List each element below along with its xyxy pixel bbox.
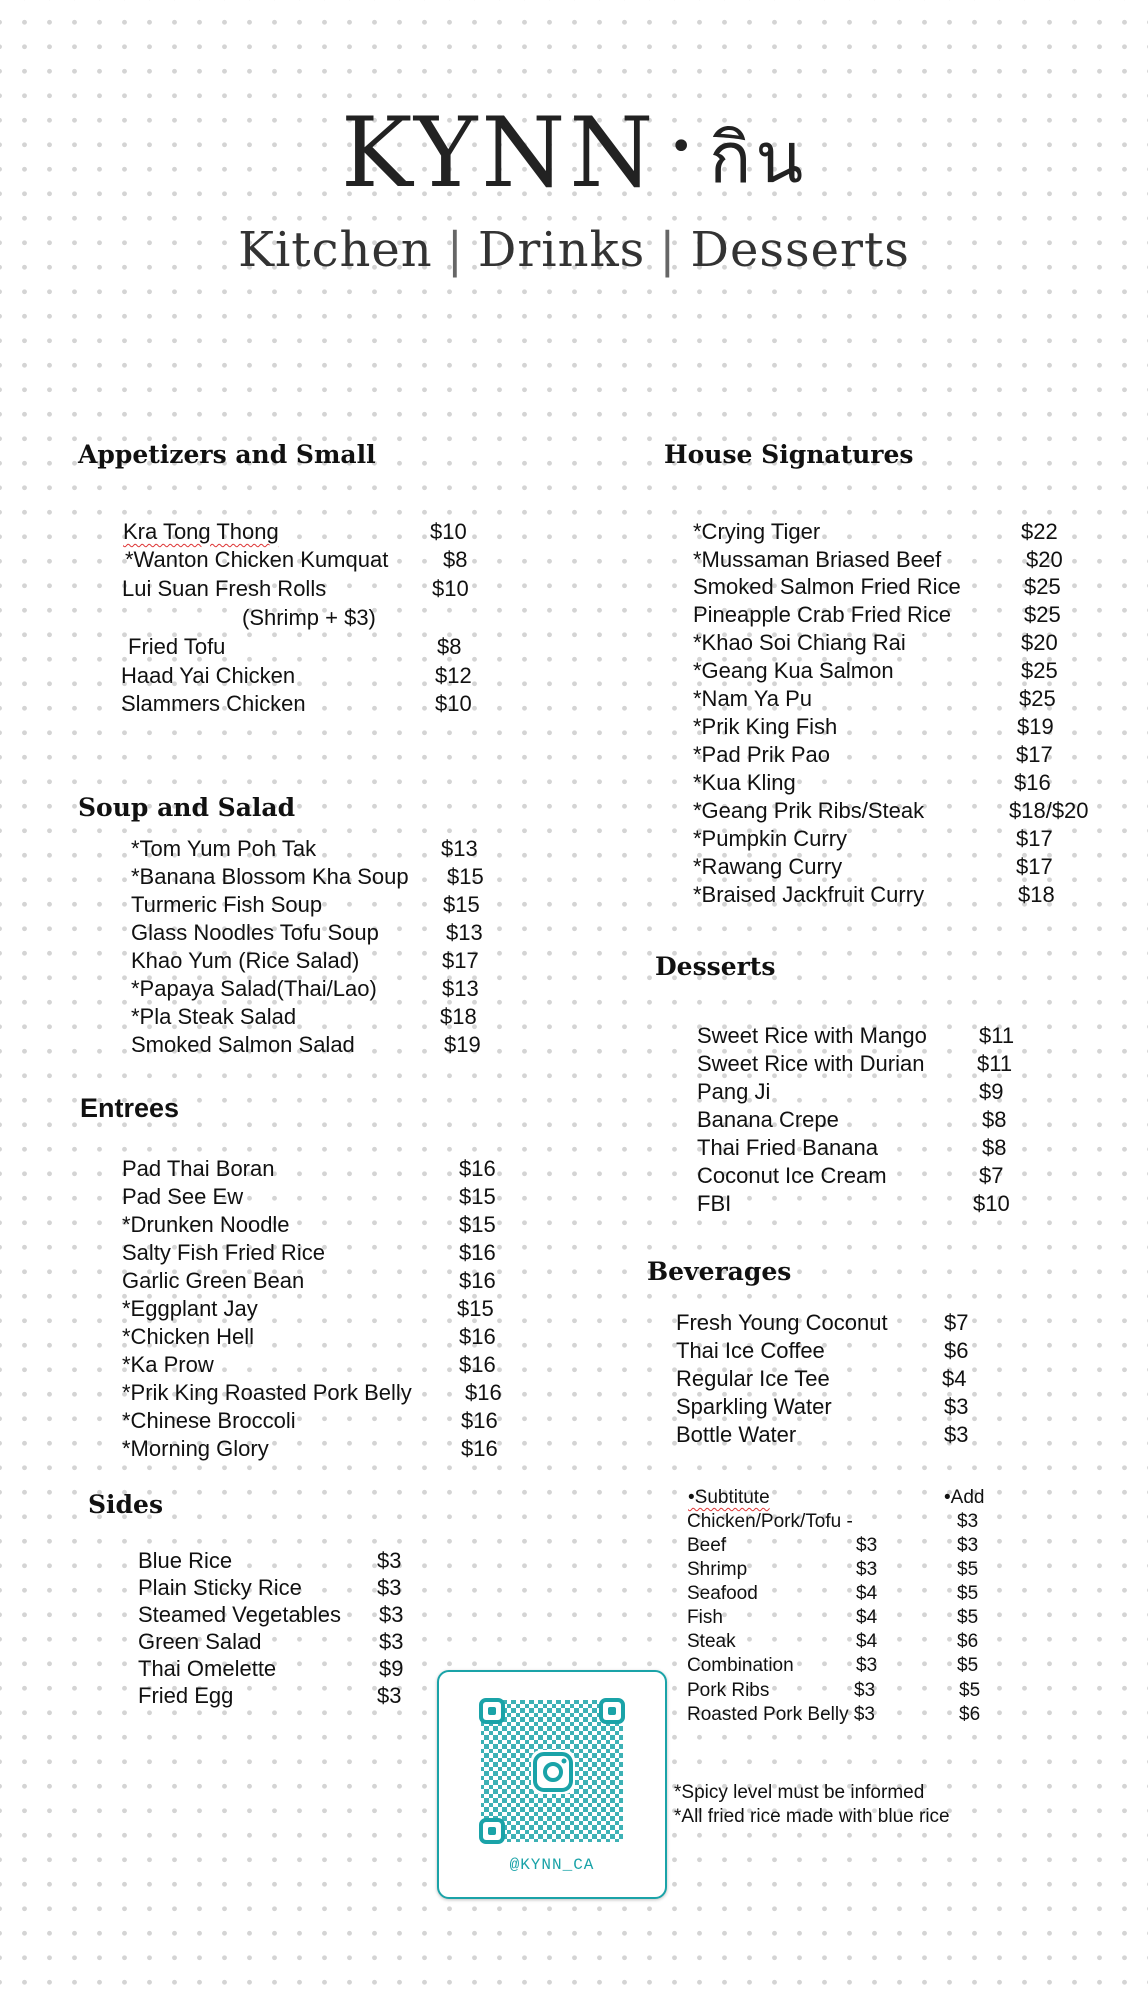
- logo-thai: กิน: [708, 117, 808, 199]
- section-title-appetizers: Appetizers and Small: [78, 440, 376, 469]
- instagram-handle[interactable]: @KYNN_CA: [509, 1856, 595, 1874]
- qr-finder-top-left: [481, 1700, 503, 1722]
- tagline: [0, 222, 1148, 278]
- instagram-icon: [531, 1750, 575, 1794]
- tagline-desserts: Desserts: [690, 222, 910, 278]
- tagline-separator: |: [659, 222, 677, 278]
- section-title-desserts: Desserts: [655, 952, 776, 981]
- note-fried-rice: *All fried rice made with blue rice: [674, 1806, 950, 1827]
- logo-separator: •: [669, 124, 697, 170]
- section-title-house-signatures: House Signatures: [664, 440, 914, 469]
- qr-finder-top-right: [601, 1700, 623, 1722]
- add-header: •Add: [944, 1487, 985, 1508]
- section-title-sides: Sides: [88, 1490, 164, 1519]
- logo-wordmark: KYNN: [340, 97, 658, 209]
- brand-logo: [0, 97, 1148, 209]
- qr-finder-bottom-left: [481, 1820, 503, 1842]
- note-spicy: *Spicy level must be informed: [674, 1782, 925, 1803]
- section-title-beverages: Beverages: [647, 1257, 792, 1286]
- section-title-soup-salad: Soup and Salad: [78, 793, 296, 822]
- substitute-header: •Subtitute: [688, 1487, 770, 1508]
- section-title-entrees: Entrees: [80, 1093, 180, 1123]
- instagram-qr-card[interactable]: [437, 1670, 667, 1899]
- tagline-kitchen: Kitchen: [238, 222, 433, 278]
- tagline-separator: |: [446, 222, 464, 278]
- qr-code[interactable]: [439, 1672, 665, 1856]
- tagline-drinks: Drinks: [477, 222, 646, 278]
